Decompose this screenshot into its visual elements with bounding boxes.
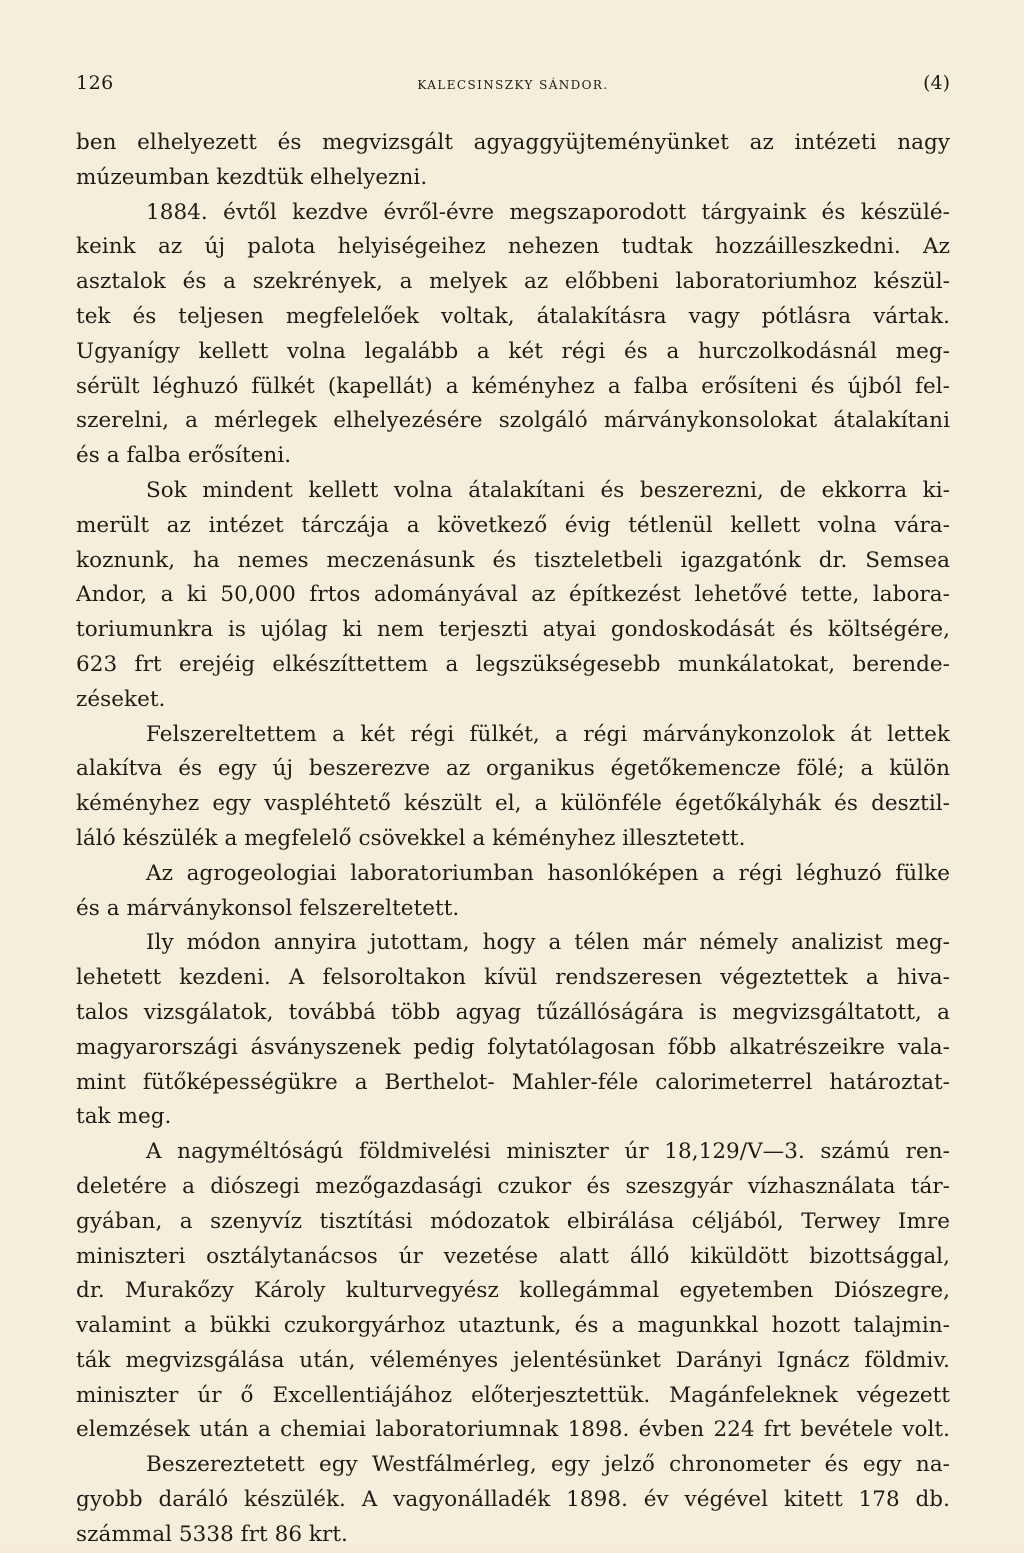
text-line: koznunk, ha nemes meczenásunk és tiszteletbeli igazgatónk dr. Semsea bbox=[76, 547, 950, 573]
text-line: 1884. évtől kezdve évről-évre megszaporodott tárgyaink és készülé- bbox=[146, 199, 950, 225]
text-line: és a falba erősíteni. bbox=[76, 443, 292, 469]
text-line: keink az új palota helyiségeihez nehezen tudtak hozzáilleszkedni. Az bbox=[76, 234, 950, 260]
text-line: Felszereltettem a két régi fülkét, a régi márványkonzolok át lettek bbox=[146, 721, 950, 747]
text-line: kéményhez egy vaspléhtető készült el, a különféle égetőkályhák és desztil- bbox=[76, 791, 950, 817]
text-line: számmal 5338 frt 86 krt. bbox=[76, 1521, 348, 1547]
text-line: elemzések után a chemiai laboratoriumnak 1898. évben 224 frt bevétele volt. bbox=[76, 1417, 950, 1443]
text-line: Sok mindent kellett volna átalakítani és beszerezni, de ekkorra ki- bbox=[146, 477, 950, 503]
text-line: tak meg. bbox=[76, 1104, 172, 1130]
text-line: Az agrogeologiai laboratoriumban hasonlóképen a régi léghuzó fülke bbox=[146, 860, 950, 886]
text-line: asztalok és a szekrények, a melyek az előbbeni laboratoriumhoz készül- bbox=[76, 269, 950, 295]
text-line: toriumunkra is ujólag ki nem terjeszti atyai gondoskodását és költségére, bbox=[76, 617, 950, 643]
text-line: sérült léghuzó fülkét (kapellát) a kéményhez a falba erősíteni és újból fel- bbox=[76, 373, 950, 399]
text-line: lehetett kezdeni. A felsoroltakon kívül rendszeresen végeztettek a hiva- bbox=[76, 965, 950, 991]
text-line: láló készülék a megfelelő csövekkel a kéményhez illesztetett. bbox=[76, 825, 746, 851]
text-line: miniszter úr ő Excellentiájához előterjesztettük. Magánfeleknek végezett bbox=[76, 1382, 950, 1408]
text-line: ták megvizsgálása után, véleményes jelentésünket Darányi Ignácz földmiv. bbox=[76, 1347, 950, 1373]
text-line: gyobb daráló készülék. A vagyonálladék 1898. év végével kitett 178 db. bbox=[76, 1487, 950, 1513]
body-text bbox=[76, 126, 950, 1553]
text-line: tek és teljesen megfelelőek voltak, átalakításra vagy pótlásra vártak. bbox=[76, 303, 950, 329]
text-line: Ugyanígy kellett volna legalább a két régi és a hurczolkodásnál meg- bbox=[76, 338, 950, 364]
text-line: gyában, a szenyvíz tisztítási módozatok elbirálása céljából, Terwey Imre bbox=[76, 1208, 950, 1234]
text-line: alakítva és egy új beszerezve az organikus égetőkemencze fölé; a külön bbox=[76, 756, 950, 782]
text-line: magyarországi ásványszenek pedig folytatólagosan főbb alkatrészeikre vala- bbox=[76, 1034, 950, 1060]
running-title: KALECSINSZKY SÁNDOR. bbox=[417, 78, 609, 92]
text-line: miniszteri osztálytanácsos úr vezetése alatt álló kiküldött bizottsággal, bbox=[76, 1243, 950, 1269]
text-line: Andor, a ki 50,000 frtos adományával az építkezést lehetővé tette, labora- bbox=[76, 582, 950, 608]
text-line: ben elhelyezett és megvizsgált agyaggyüjteményünket az intézeti nagy bbox=[76, 130, 950, 155]
text-line: szerelni, a mérlegek elhelyezésére szolgáló márványkonsolokat átalakítani bbox=[76, 408, 950, 434]
text-line: zéseket. bbox=[76, 686, 166, 712]
text-line: merült az intézet tárczája a következő évig tétlenül kellett volna vára- bbox=[76, 512, 950, 538]
page-number: 126 bbox=[76, 72, 114, 94]
text-line: deletére a diószegi mezőgazdasági czukor és szeszgyár vízhasználata tár- bbox=[76, 1173, 950, 1199]
text-line: valamint a bükki czukorgyárhoz utaztunk, és a magunkkal hozott talajmin- bbox=[76, 1313, 950, 1339]
text-line: múzeumban kezdtük elhelyezni. bbox=[76, 164, 428, 190]
text-line: és a márványkonsol felszereltetett. bbox=[76, 895, 460, 921]
running-head bbox=[76, 72, 950, 102]
text-line: talos vizsgálatok, továbbá több agyag tűzállóságára is megvizsgáltatott, a bbox=[76, 999, 950, 1025]
text-line: 623 frt erejéig elkészíttettem a legszükségesebb munkálatokat, berende- bbox=[76, 651, 950, 677]
section-number: (4) bbox=[923, 72, 950, 94]
text-line: dr. Murakőzy Károly kulturvegyész kollegámmal egyetemben Diószegre, bbox=[76, 1278, 950, 1304]
text-line: Beszereztetett egy Westfálmérleg, egy jelző chronometer és egy na- bbox=[146, 1452, 950, 1478]
text-line: mint fütőképességükre a Berthelot- Mahler-féle calorimeterrel határoztat- bbox=[76, 1069, 950, 1095]
text-line: A nagyméltóságú földmivelési miniszter úr 18,129/V—3. számú ren- bbox=[146, 1139, 950, 1165]
text-line: Ily módon annyira jutottam, hogy a télen már némely analizist meg- bbox=[146, 930, 950, 956]
